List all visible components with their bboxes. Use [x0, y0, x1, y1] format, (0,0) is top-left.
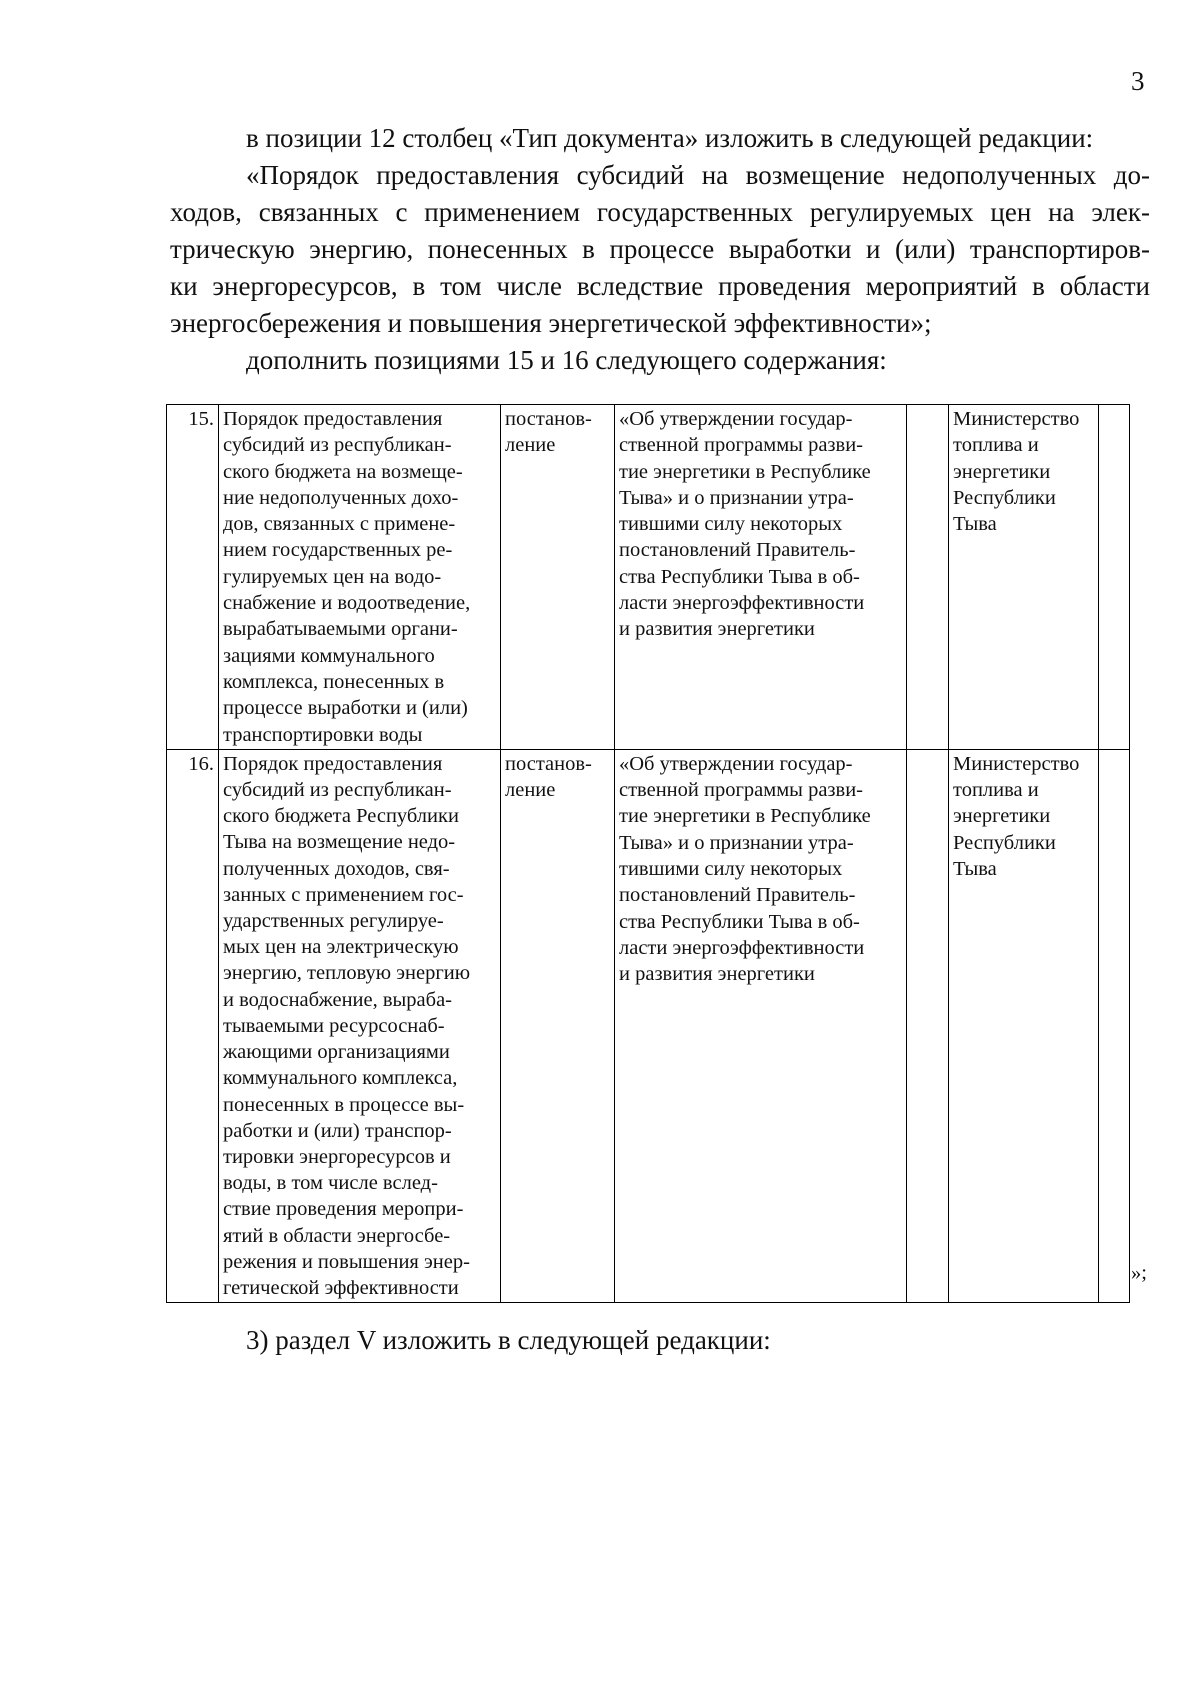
empty-cell — [907, 405, 949, 750]
program-cell — [615, 749, 907, 1302]
positions-table — [166, 404, 1130, 1303]
paragraph-2-line-1: «Порядок предоставления субсидий на возмещение недополученных до- — [246, 160, 1150, 190]
program-title: «Об утверждении государ- ственной программы разви- тие энергетики в Республике Тыва» и о признании утра- тившими силу некоторых постановлений Правитель- ства Республики Тыва в об- ласти энергоэффективности и развития энергетики — [619, 752, 871, 986]
document-type-cell — [501, 749, 615, 1302]
paragraph-3: дополнить позициями 15 и 16 следующего содержания: — [246, 345, 887, 375]
paragraph-2-line-3: трическую энергию, понесенных в процессе выработки и (или) транспортиров- — [170, 234, 1150, 264]
empty-cell — [1099, 749, 1130, 1302]
document-name-cell — [219, 405, 501, 750]
paragraph-1: в позиции 12 столбец «Тип документа» изложить в следующей редакции: — [246, 123, 1094, 153]
document-type-cell — [501, 405, 615, 750]
document-name: Порядок предоставления субсидий из республикан- ского бюджета на возмеще- ние недополученных дохо- дов, связанных с примене- нием государственных ре- гулируемых цен на водо- снабжение и водоотведение, вырабатываемыми органи- зациями коммунального комплекса, понесенных в процессе выработки и (или) транспортировки воды — [223, 408, 471, 746]
table-row — [167, 749, 1130, 1302]
paragraph-2-line-4: ки энергоресурсов, в том числе вследствие проведения мероприятий в области — [170, 271, 1150, 301]
table-row — [167, 405, 1130, 750]
ministry-cell — [949, 749, 1099, 1302]
page-number: 3 — [1131, 66, 1145, 96]
paragraph-2-line-5: энергосбережения и повышения энергетической эффективности»; — [170, 308, 932, 338]
document-name-cell — [219, 749, 501, 1302]
paragraph-4: 3) раздел V изложить в следующей редакции: — [246, 1325, 771, 1355]
document-type: постанов- ление — [505, 408, 592, 457]
closing-quote-mark: »; — [1131, 1262, 1147, 1284]
empty-cell — [1099, 405, 1130, 750]
ministry-name: Министерство топлива и энергетики Республики Тыва — [953, 408, 1080, 536]
paragraph-2-line-2: ходов, связанных с применением государственных регулируемых цен на элек- — [170, 197, 1150, 227]
position-number: 15. — [167, 405, 219, 750]
ministry-cell — [949, 405, 1099, 750]
document-name: Порядок предоставления субсидий из республикан- ского бюджета Республики Тыва на возмещение недо- полученных доходов, свя- занных с применением гос- ударственных регулируе- мых цен на электрическую энергию, тепловую энергию и водоснабжение, выраба- тываемыми ресурсоснаб- жающими организациями коммунального комплекса, понесенных в процессе вы- работки и (или) транспор- тировки энергоресурсов и воды, в том числе вслед- ствие проведения меропри- ятий в области энергосбе- режения и повышения энер- гетической эффективности — [223, 752, 471, 1299]
program-cell — [615, 405, 907, 750]
program-title: «Об утверждении государ- ственной программы разви- тие энергетики в Республике Тыва» и о признании утра- тившими силу некоторых постановлений Правитель- ства Республики Тыва в об- ласти энергоэффективности и развития энергетики — [619, 408, 871, 641]
position-number: 16. — [167, 749, 219, 1302]
document-type: постанов- ление — [505, 752, 592, 802]
ministry-name: Министерство топлива и энергетики Республики Тыва — [953, 752, 1080, 881]
empty-cell — [907, 749, 949, 1302]
